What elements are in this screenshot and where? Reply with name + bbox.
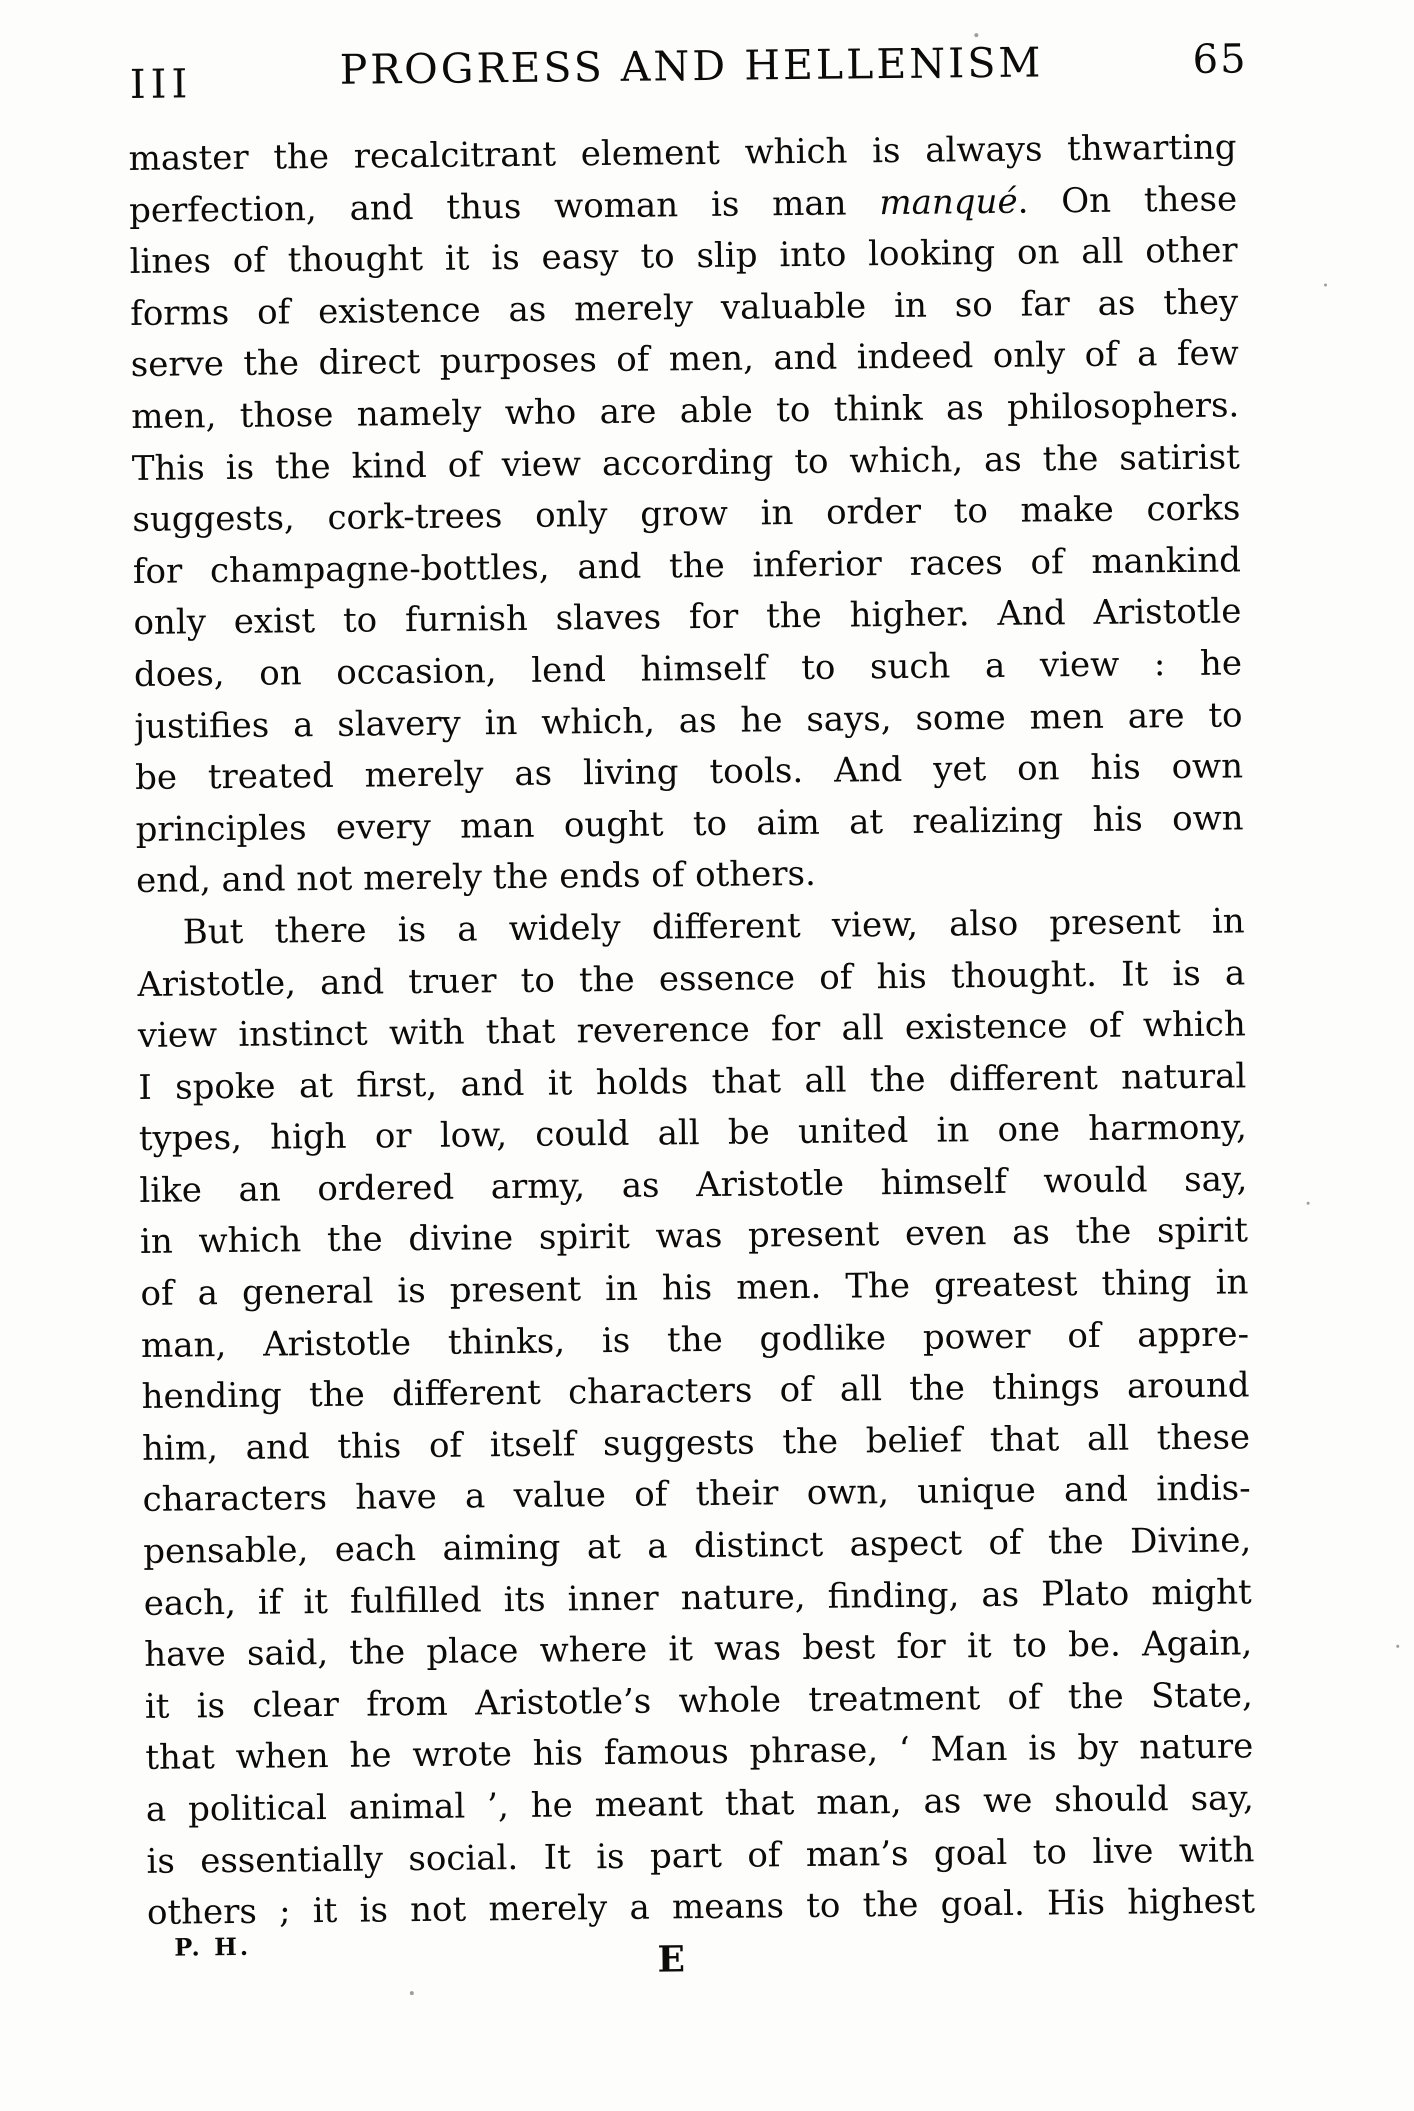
text-line: justifies a slavery in which, as he says, some men are to — [134, 694, 1243, 747]
scan-speck — [1396, 1645, 1399, 1648]
page-text — [128, 122, 1255, 1939]
text-line: This is the kind of view according to which, as the satirist — [131, 436, 1241, 489]
text-line: I spoke at first, and it holds that all the different natural — [138, 1056, 1247, 1108]
printer-signature: P. H. — [174, 1931, 252, 1962]
text-line: types, high or low, could all be united in one harmony, — [138, 1107, 1248, 1160]
running-title: PROGRESS AND HELLENISM — [339, 38, 1044, 94]
scan-speck — [410, 1991, 414, 1995]
text-line: pensable, each aiming at a distinct aspect of the Divine, — [142, 1520, 1252, 1572]
text-line: each, if it fulfilled its inner nature, finding, as Plato might — [143, 1571, 1252, 1624]
scan-speck — [1324, 283, 1327, 286]
scan-speck — [1307, 1202, 1310, 1205]
text-line: be treated merely as living tools. And yet on his own — [134, 746, 1244, 799]
text-line: others ; it is not merely a means to the goal. His highest — [146, 1881, 1256, 1934]
text-line: characters have a value of their own, unique and indis- — [142, 1468, 1251, 1521]
text-line: man, Aristotle thinks, is the godlike power of appre- — [140, 1313, 1250, 1366]
signature-mark: E — [657, 1938, 686, 1981]
text-line: in which the divine spirit was present even as the spirit — [139, 1210, 1249, 1263]
text-line: Aristotle, and truer to the essence of his thought. It is a — [137, 952, 1246, 1005]
text-line: lines of thought it is easy to slip into looking on all other — [129, 230, 1238, 283]
text-line: hending the different characters of all the things around — [141, 1365, 1250, 1418]
text-line: of a general is present in his men. The greatest thing in — [140, 1262, 1249, 1315]
text-line: have said, the place where it was best for it to be. Again, — [144, 1623, 1253, 1676]
text-line: him, and this of itself suggests the belief that all these — [141, 1417, 1251, 1469]
paragraph-start-line: But there is a widely different view, also present in — [182, 901, 1245, 953]
paragraph-end-line: end, and not merely the ends of others. — [135, 854, 817, 902]
text-line: forms of existence as merely valuable in so far as they — [130, 282, 1239, 334]
text-segment: . On these — [1017, 178, 1238, 222]
italic-term: manqué — [879, 181, 1018, 223]
text-segment: perfection, and thus woman is man — [128, 182, 880, 231]
text-line: view instinct with that reverence for all existence of which — [137, 1004, 1246, 1057]
text-line: master the recalcitrant element which is always thwarting — [128, 127, 1237, 180]
text-line: like an ordered army, as Aristotle himself would say, — [139, 1159, 1248, 1211]
page-number: 65 — [1192, 36, 1248, 83]
text-line: does, on occasion, lend himself to such a view : he — [133, 643, 1243, 695]
text-line: only exist to furnish slaves for the higher. And Aristotle — [133, 591, 1242, 644]
text-line: men, those namely who are able to think as philosophers. — [131, 385, 1240, 437]
chapter-numeral: III — [129, 61, 193, 108]
text-line: suggests, cork-trees only grow in order to make corks — [132, 488, 1241, 541]
text-line: a political animal ’, he meant that man, as we should say, — [145, 1778, 1255, 1830]
text-line: principles every man ought to aim at realizing his own — [135, 798, 1244, 850]
text-line: is essentially social. It is part of man’s goal to live with — [146, 1829, 1255, 1882]
text-line: that when he wrote his famous phrase, ‘ Man is by nature — [145, 1726, 1254, 1779]
text-line: serve the direct purposes of men, and indeed only of a few — [130, 333, 1239, 386]
page-header — [0, 0, 1403, 108]
scan-speck — [974, 33, 978, 37]
text-line: it is clear from Aristotle’s whole treatment of the State, — [144, 1675, 1253, 1727]
text-line: for champagne-bottles, and the inferior races of mankind — [132, 540, 1242, 592]
